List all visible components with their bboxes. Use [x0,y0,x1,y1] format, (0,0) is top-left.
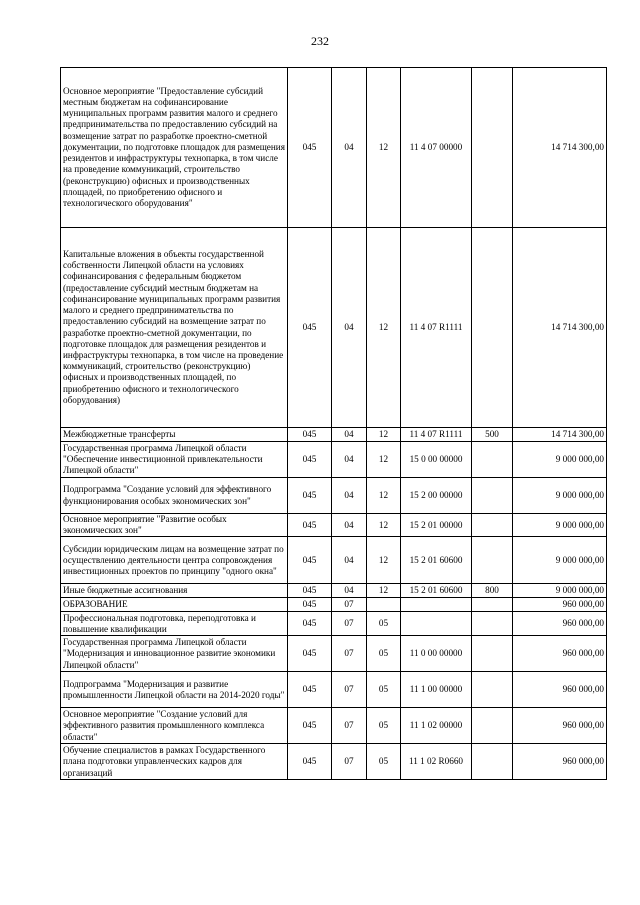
expense-type-cell [472,672,513,708]
table-row [61,442,607,478]
item-name-cell: ОБРАЗОВАНИЕ [61,598,288,612]
target-article-cell: 11 1 00 00000 [401,672,472,708]
expense-type-cell [472,228,513,428]
item-name-cell: Капитальные вложения в объекты государственной собственности Липецкой области на условиях софинансирования с федеральным бюджетом (предоставление субсидий местным бюджетам на софинансирование муниципальных программ развития малого и среднего предпринимательства по предоставлению субсидий на возмещение затрат по разработке проектно-сметной документации, по подготовке площадок для размещения резидентов и инфраструктуры технопарка, в том числе на проведение коммуникаций, строительство (реконструкцию) офисных и производственных площадей, по приобретению офисного и технологического оборудования) [61,228,288,428]
amount-cell: 960 000,00 [513,598,607,612]
amount-cell: 960 000,00 [513,708,607,744]
amount-cell: 14 714 300,00 [513,428,607,442]
item-name-cell: Подпрограмма "Создание условий для эффективного функционирования особых экономических зон" [61,478,288,514]
item-name-cell: Основное мероприятие "Предоставление субсидий местным бюджетам на софинансирование муниципальных программ развития малого и среднего предпринимательства по предоставлению субсидий на возмещение затрат по разработке проектно-сметной документации, по подготовке площадок для размещения резидентов и инфраструктуры технопарка, в том числе на проведение коммуникаций, строительство (реконструкцию) офисных и производственных площадей, по приобретению офисного и технологического оборудования" [61,68,288,228]
section-code-cell: 07 [332,672,367,708]
target-article-cell: 11 1 02 00000 [401,708,472,744]
admin-code-cell: 045 [288,584,332,598]
subsection-code-cell: 05 [367,672,401,708]
admin-code-cell: 045 [288,428,332,442]
admin-code-cell: 045 [288,744,332,780]
expense-type-cell [472,744,513,780]
expense-type-cell: 800 [472,584,513,598]
amount-cell: 14 714 300,00 [513,68,607,228]
target-article-cell: 11 4 07 R1111 [401,428,472,442]
admin-code-cell: 045 [288,514,332,537]
item-name-cell: Обучение специалистов в рамках Государственного плана подготовки управленческих кадров для организаций [61,744,288,780]
amount-cell: 9 000 000,00 [513,442,607,478]
section-code-cell: 04 [332,428,367,442]
item-name-cell: Основное мероприятие "Развитие особых экономических зон" [61,514,288,537]
table-row [61,514,607,537]
budget-table [60,67,607,780]
section-code-cell: 07 [332,744,367,780]
section-code-cell: 07 [332,636,367,672]
target-article-cell: 15 2 00 00000 [401,478,472,514]
section-code-cell: 04 [332,68,367,228]
section-code-cell: 04 [332,228,367,428]
expense-type-cell [472,514,513,537]
expense-type-cell [472,708,513,744]
expense-type-cell [472,598,513,612]
amount-cell: 9 000 000,00 [513,514,607,537]
section-code-cell: 07 [332,708,367,744]
admin-code-cell: 045 [288,68,332,228]
section-code-cell: 04 [332,478,367,514]
expense-type-cell [472,442,513,478]
table-row [61,428,607,442]
table-row [61,228,607,428]
subsection-code-cell: 05 [367,708,401,744]
item-name-cell: Государственная программа Липецкой области "Модернизация и инновационное развитие экономики Липецкой области" [61,636,288,672]
table-body [61,68,607,780]
table-row [61,672,607,708]
target-article-cell [401,598,472,612]
subsection-code-cell: 12 [367,442,401,478]
page-number: 232 [311,34,329,48]
item-name-cell: Основное мероприятие "Создание условий для эффективного развития промышленного комплекса области" [61,708,288,744]
section-code-cell: 07 [332,612,367,636]
amount-cell: 9 000 000,00 [513,584,607,598]
admin-code-cell: 045 [288,612,332,636]
admin-code-cell: 045 [288,636,332,672]
table-row [61,636,607,672]
table-row [61,744,607,780]
amount-cell: 960 000,00 [513,744,607,780]
item-name-cell: Межбюджетные трансферты [61,428,288,442]
admin-code-cell: 045 [288,672,332,708]
amount-cell: 9 000 000,00 [513,537,607,584]
target-article-cell: 15 2 01 00000 [401,514,472,537]
item-name-cell: Иные бюджетные ассигнования [61,584,288,598]
admin-code-cell: 045 [288,708,332,744]
table-row [61,68,607,228]
table-row [61,537,607,584]
target-article-cell: 15 0 00 00000 [401,442,472,478]
subsection-code-cell: 12 [367,428,401,442]
amount-cell: 960 000,00 [513,636,607,672]
expense-type-cell [472,478,513,514]
admin-code-cell: 045 [288,478,332,514]
table-row [61,598,607,612]
subsection-code-cell: 12 [367,514,401,537]
amount-cell: 960 000,00 [513,672,607,708]
table-row [61,478,607,514]
item-name-cell: Профессиональная подготовка, переподготовка и повышение квалификации [61,612,288,636]
section-code-cell: 04 [332,584,367,598]
expense-type-cell [472,537,513,584]
subsection-code-cell: 12 [367,537,401,584]
admin-code-cell: 045 [288,598,332,612]
section-code-cell: 04 [332,537,367,584]
item-name-cell: Подпрограмма "Модернизация и развитие промышленности Липецкой области на 2014-2020 годы" [61,672,288,708]
subsection-code-cell: 12 [367,478,401,514]
subsection-code-cell: 12 [367,228,401,428]
section-code-cell: 04 [332,442,367,478]
target-article-cell: 15 2 01 60600 [401,537,472,584]
table-row [61,584,607,598]
section-code-cell: 07 [332,598,367,612]
target-article-cell: 11 4 07 R1111 [401,228,472,428]
target-article-cell: 15 2 01 60600 [401,584,472,598]
admin-code-cell: 045 [288,537,332,584]
expense-type-cell: 500 [472,428,513,442]
subsection-code-cell [367,598,401,612]
subsection-code-cell: 05 [367,744,401,780]
admin-code-cell: 045 [288,228,332,428]
admin-code-cell: 045 [288,442,332,478]
subsection-code-cell: 05 [367,636,401,672]
table-row [61,708,607,744]
subsection-code-cell: 12 [367,68,401,228]
expense-type-cell [472,68,513,228]
expense-type-cell [472,636,513,672]
subsection-code-cell: 05 [367,612,401,636]
target-article-cell: 11 1 02 R0660 [401,744,472,780]
amount-cell: 14 714 300,00 [513,228,607,428]
target-article-cell [401,612,472,636]
table-row [61,612,607,636]
item-name-cell: Субсидии юридическим лицам на возмещение затрат по осуществлению деятельности центра сопровождения инвестиционных проектов по принципу "одного окна" [61,537,288,584]
subsection-code-cell: 12 [367,584,401,598]
target-article-cell: 11 4 07 00000 [401,68,472,228]
expense-type-cell [472,612,513,636]
section-code-cell: 04 [332,514,367,537]
item-name-cell: Государственная программа Липецкой области "Обеспечение инвестиционной привлекательности Липецкой области" [61,442,288,478]
target-article-cell: 11 0 00 00000 [401,636,472,672]
amount-cell: 9 000 000,00 [513,478,607,514]
amount-cell: 960 000,00 [513,612,607,636]
